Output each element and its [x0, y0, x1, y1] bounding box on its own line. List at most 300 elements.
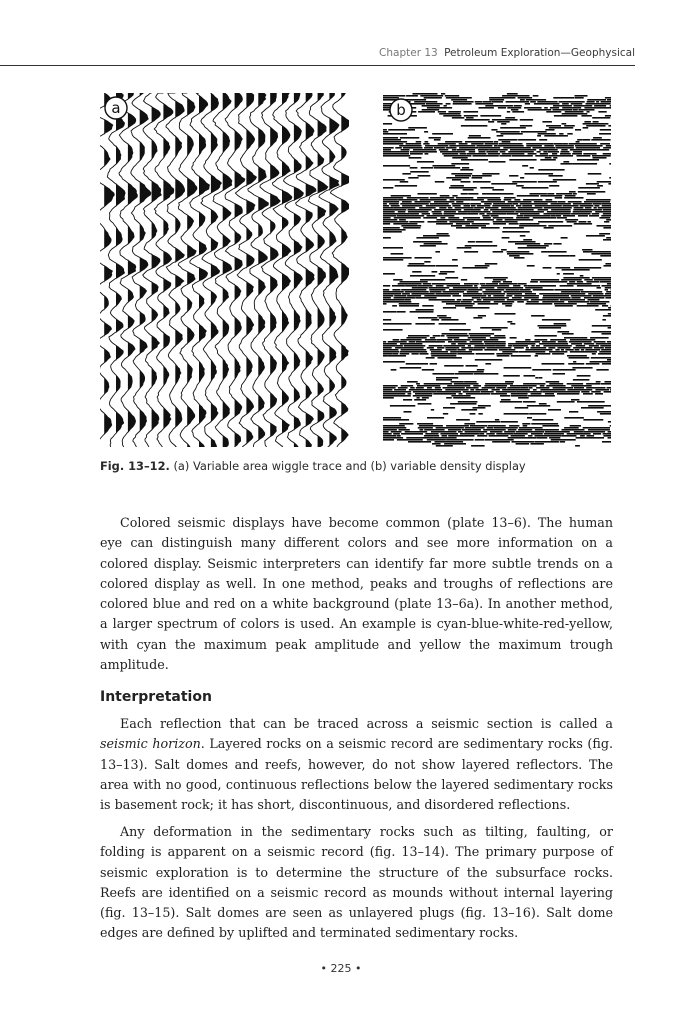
density-stroke	[427, 387, 432, 389]
density-stroke	[383, 425, 405, 427]
density-stroke	[495, 419, 499, 421]
density-stroke	[602, 205, 611, 207]
density-stroke	[525, 293, 536, 295]
density-stroke	[510, 337, 517, 339]
density-stroke	[468, 345, 471, 347]
density-stroke	[555, 305, 573, 307]
density-stroke	[435, 251, 440, 253]
density-stroke	[473, 385, 481, 387]
density-stroke	[494, 301, 515, 303]
density-stroke	[383, 187, 393, 189]
density-stroke	[514, 257, 525, 259]
density-stroke	[575, 445, 580, 447]
density-stroke	[443, 345, 465, 347]
density-stroke	[590, 361, 611, 363]
density-stroke	[542, 341, 556, 343]
density-stroke	[525, 349, 552, 351]
density-stroke	[425, 141, 429, 143]
density-stroke	[606, 291, 611, 293]
density-stroke	[560, 285, 574, 287]
density-stroke	[425, 145, 448, 147]
density-stroke	[433, 393, 456, 395]
density-stroke	[456, 227, 479, 229]
density-stroke	[401, 289, 426, 291]
density-stroke	[436, 379, 452, 381]
density-stroke	[505, 305, 512, 307]
density-stroke	[475, 103, 493, 105]
density-stroke	[482, 173, 499, 175]
density-stroke	[574, 387, 584, 389]
density-stroke	[443, 413, 448, 415]
density-stroke	[416, 297, 437, 299]
density-stroke	[496, 353, 512, 355]
density-stroke	[530, 193, 547, 195]
density-stroke	[413, 93, 438, 95]
density-stroke	[443, 407, 455, 409]
density-stroke	[403, 147, 423, 149]
chapter-title: Petroleum Exploration—Geophysical	[444, 47, 635, 59]
density-stroke	[505, 381, 514, 383]
density-stroke	[524, 297, 539, 299]
density-stroke	[591, 391, 600, 393]
density-stroke	[600, 129, 611, 131]
density-stroke	[391, 431, 402, 433]
density-stroke	[511, 355, 531, 357]
density-stroke	[383, 289, 389, 291]
density-stroke	[562, 113, 588, 115]
density-stroke	[485, 343, 506, 345]
density-stroke	[417, 161, 434, 163]
density-stroke	[539, 377, 543, 379]
density-stroke	[486, 433, 495, 435]
density-stroke	[463, 391, 481, 393]
density-stroke	[489, 99, 504, 101]
density-stroke	[526, 303, 553, 305]
density-stroke	[603, 227, 611, 229]
density-stroke	[467, 289, 482, 291]
density-stroke	[383, 351, 399, 353]
density-stroke	[408, 211, 429, 213]
density-stroke	[478, 149, 489, 151]
density-stroke	[569, 281, 575, 283]
density-stroke	[479, 151, 486, 153]
density-stroke	[517, 195, 539, 197]
density-stroke	[489, 161, 506, 163]
density-stroke	[535, 339, 548, 341]
density-stroke	[604, 265, 612, 267]
density-stroke	[424, 435, 439, 437]
density-stroke	[492, 211, 514, 213]
density-stroke	[383, 427, 406, 429]
density-stroke	[383, 139, 401, 141]
density-stroke	[580, 275, 584, 277]
density-stroke	[571, 297, 580, 299]
density-stroke	[438, 357, 462, 359]
density-stroke	[551, 209, 571, 211]
density-stroke	[555, 267, 570, 269]
density-stroke	[446, 97, 472, 99]
density-stroke	[505, 117, 515, 119]
density-stroke	[408, 393, 412, 395]
density-stroke	[504, 199, 512, 201]
density-stroke	[523, 239, 532, 241]
density-stroke	[527, 417, 532, 419]
density-stroke	[514, 105, 522, 107]
density-stroke	[581, 291, 603, 293]
density-stroke	[423, 143, 429, 145]
density-stroke	[538, 169, 564, 171]
density-stroke	[488, 425, 506, 427]
density-stroke	[510, 323, 515, 325]
density-stroke	[548, 225, 572, 227]
density-stroke	[400, 203, 429, 205]
density-stroke	[492, 101, 503, 103]
density-stroke	[404, 345, 426, 347]
density-stroke	[557, 347, 570, 349]
density-stroke	[401, 385, 414, 387]
density-stroke	[506, 213, 518, 215]
density-stroke	[423, 283, 432, 285]
density-stroke	[568, 201, 582, 203]
density-stroke	[455, 207, 474, 209]
density-stroke	[393, 339, 400, 341]
density-stroke	[405, 431, 428, 433]
figure-panel-a-wiggle-trace	[100, 93, 349, 447]
density-stroke	[383, 219, 397, 221]
density-stroke	[383, 389, 392, 391]
density-stroke	[498, 107, 506, 109]
density-stroke	[555, 349, 559, 351]
density-stroke	[461, 301, 472, 303]
density-stroke	[530, 281, 538, 283]
density-stroke	[584, 121, 591, 123]
density-stroke	[404, 299, 410, 301]
density-stroke	[444, 105, 447, 107]
density-stroke	[586, 125, 605, 127]
density-stroke	[584, 201, 610, 203]
density-stroke	[533, 289, 554, 291]
density-stroke	[401, 225, 421, 227]
density-stroke	[475, 389, 488, 391]
density-stroke	[576, 147, 600, 149]
density-stroke	[596, 343, 608, 345]
density-stroke	[452, 259, 458, 261]
density-stroke	[393, 353, 398, 355]
density-stroke	[383, 147, 394, 149]
density-stroke	[488, 295, 491, 297]
density-stroke	[383, 151, 409, 153]
density-stroke	[402, 293, 410, 295]
density-stroke	[483, 429, 506, 431]
density-stroke	[453, 397, 475, 399]
density-stroke	[467, 291, 479, 293]
density-stroke	[517, 209, 534, 211]
density-stroke	[452, 205, 460, 207]
wiggle-trace-fill	[341, 93, 349, 447]
density-stroke	[512, 297, 522, 299]
density-stroke	[602, 305, 608, 307]
density-stroke	[464, 209, 481, 211]
density-stroke	[561, 237, 568, 239]
density-stroke	[508, 345, 512, 347]
density-stroke	[474, 373, 499, 375]
density-stroke	[420, 199, 447, 201]
density-stroke	[383, 155, 410, 157]
density-stroke	[567, 283, 592, 285]
density-stroke	[561, 279, 582, 281]
density-stroke	[512, 155, 533, 157]
density-stroke	[442, 301, 460, 303]
density-stroke	[460, 153, 467, 155]
density-stroke	[383, 223, 390, 225]
density-stroke	[550, 339, 566, 341]
density-stroke	[480, 433, 484, 435]
density-stroke	[464, 381, 477, 383]
density-stroke	[538, 181, 557, 183]
panel-b-label: b	[396, 101, 406, 119]
density-stroke	[415, 257, 432, 259]
density-stroke	[419, 425, 443, 427]
density-stroke	[501, 207, 516, 209]
density-stroke	[571, 213, 591, 215]
density-stroke	[397, 311, 406, 313]
density-stroke	[416, 341, 445, 343]
density-stroke	[449, 187, 477, 189]
density-stroke	[539, 327, 561, 329]
density-stroke	[405, 291, 429, 293]
density-stroke	[518, 351, 545, 353]
density-stroke	[467, 153, 487, 155]
density-stroke	[425, 339, 437, 341]
density-stroke	[526, 347, 529, 349]
density-stroke	[432, 271, 438, 273]
density-stroke	[476, 353, 495, 355]
density-stroke	[383, 439, 394, 441]
density-stroke	[542, 301, 564, 303]
density-stroke	[523, 383, 545, 385]
density-stroke	[492, 389, 500, 391]
density-stroke	[423, 235, 450, 237]
density-stroke	[584, 107, 602, 109]
density-stroke	[588, 293, 603, 295]
density-stroke	[545, 431, 570, 433]
density-stroke	[573, 379, 590, 381]
density-stroke	[544, 227, 554, 229]
density-stroke	[412, 287, 428, 289]
density-stroke	[563, 215, 575, 217]
density-stroke	[383, 229, 406, 231]
density-stroke	[430, 349, 442, 351]
density-stroke	[393, 433, 400, 435]
density-stroke	[417, 385, 440, 387]
density-stroke	[383, 293, 401, 295]
density-stroke	[504, 413, 529, 415]
density-stroke	[436, 219, 464, 221]
paragraph-text-part: Each reflection that can be traced across a seismic section is called a	[120, 716, 613, 731]
density-stroke	[571, 399, 579, 401]
density-stroke	[521, 131, 547, 133]
density-stroke	[567, 133, 572, 135]
density-stroke	[492, 205, 510, 207]
density-stroke	[537, 101, 557, 103]
density-stroke	[481, 227, 500, 229]
density-stroke	[463, 295, 486, 297]
density-stroke	[439, 149, 449, 151]
density-stroke	[408, 335, 430, 337]
density-stroke	[437, 233, 449, 235]
density-stroke	[421, 167, 434, 169]
density-stroke	[509, 255, 519, 257]
density-stroke	[458, 371, 483, 373]
density-stroke	[550, 107, 559, 109]
density-stroke	[461, 159, 488, 161]
density-stroke	[490, 337, 506, 339]
density-stroke	[543, 391, 558, 393]
density-stroke	[493, 221, 518, 223]
density-stroke	[383, 397, 394, 399]
density-stroke	[491, 183, 517, 185]
density-stroke	[513, 285, 520, 287]
density-stroke	[426, 357, 435, 359]
density-stroke	[605, 297, 611, 299]
density-stroke	[412, 271, 421, 273]
density-stroke	[537, 135, 541, 137]
density-stroke	[540, 389, 565, 391]
paragraph-text-part: . Layered rocks on a seismic record are sedimentary rocks (fig. 13–13). Salt domes and reefs, however, do not show layered reflectors. The area with no good, continuous reflections below the layered sedimentary rocks is basement rock; it has short, discontinuous, and disordered reflections.	[100, 736, 613, 813]
density-stroke	[383, 395, 411, 397]
density-stroke	[431, 353, 457, 355]
density-stroke	[565, 349, 573, 351]
density-stroke	[588, 221, 591, 223]
density-stroke	[415, 393, 433, 395]
density-stroke	[413, 395, 432, 397]
density-stroke	[410, 171, 429, 173]
density-stroke	[539, 403, 547, 405]
density-stroke	[599, 217, 610, 219]
density-stroke	[476, 145, 492, 147]
density-stroke	[549, 175, 563, 177]
density-stroke	[507, 111, 510, 113]
density-stroke	[551, 203, 571, 205]
density-stroke	[484, 341, 506, 343]
density-stroke	[416, 141, 422, 143]
density-stroke	[445, 95, 459, 97]
density-stroke	[464, 283, 479, 285]
density-stroke	[431, 431, 457, 433]
density-stroke	[388, 341, 407, 343]
density-stroke	[602, 107, 611, 109]
density-stroke	[437, 315, 447, 317]
density-stroke	[588, 405, 611, 407]
density-stroke	[502, 303, 512, 305]
density-stroke	[383, 347, 392, 349]
density-stroke	[476, 421, 500, 423]
wiggle-trace-fill	[175, 93, 184, 447]
density-stroke	[383, 95, 405, 97]
density-stroke	[544, 243, 552, 245]
density-stroke	[448, 337, 460, 339]
density-stroke	[513, 433, 527, 435]
density-stroke	[455, 373, 473, 375]
density-stroke	[422, 369, 434, 371]
density-stroke	[429, 289, 445, 291]
density-stroke	[465, 245, 472, 247]
density-stroke	[452, 179, 461, 181]
density-stroke	[388, 355, 407, 357]
density-stroke	[446, 397, 452, 399]
density-stroke	[492, 281, 501, 283]
density-stroke	[408, 127, 427, 129]
density-stroke	[480, 297, 509, 299]
density-stroke	[487, 427, 494, 429]
density-stroke	[383, 387, 396, 389]
density-stroke	[485, 105, 513, 107]
density-stroke	[533, 389, 537, 391]
density-stroke	[444, 211, 456, 213]
density-stroke	[493, 279, 506, 281]
density-stroke	[383, 203, 387, 205]
density-stroke	[606, 219, 611, 221]
density-stroke	[576, 155, 590, 157]
density-stroke	[577, 305, 599, 307]
density-stroke	[557, 393, 579, 395]
density-stroke	[502, 231, 530, 233]
density-stroke	[401, 349, 427, 351]
density-stroke	[415, 323, 434, 325]
density-stroke	[562, 103, 569, 105]
density-stroke	[501, 123, 506, 125]
density-stroke	[511, 393, 528, 395]
density-stroke	[557, 331, 569, 333]
density-stroke	[413, 241, 442, 243]
density-stroke	[508, 241, 535, 243]
density-stroke	[561, 291, 580, 293]
density-stroke	[430, 363, 437, 365]
density-stroke	[442, 153, 458, 155]
density-stroke	[519, 223, 539, 225]
density-stroke	[601, 383, 611, 385]
density-stroke	[449, 329, 470, 331]
wiggle-trace-fill	[104, 93, 114, 447]
density-stroke	[531, 299, 546, 301]
density-stroke	[538, 133, 556, 135]
density-stroke	[598, 207, 609, 209]
density-stroke	[553, 179, 576, 181]
density-stroke	[477, 435, 487, 437]
density-stroke	[569, 341, 592, 343]
density-stroke	[435, 387, 441, 389]
density-stroke	[446, 177, 469, 179]
density-stroke	[424, 429, 444, 431]
density-stroke	[469, 333, 494, 335]
density-stroke	[535, 429, 559, 431]
density-stroke	[574, 207, 584, 209]
density-stroke	[606, 237, 611, 239]
density-stroke	[552, 153, 557, 155]
density-stroke	[576, 437, 605, 439]
density-stroke	[593, 137, 602, 139]
density-stroke	[533, 95, 539, 97]
density-stroke	[608, 327, 611, 329]
density-stroke	[600, 281, 611, 283]
density-stroke	[383, 323, 412, 325]
density-stroke	[578, 215, 588, 217]
density-stroke	[394, 207, 415, 209]
header-rule	[0, 65, 635, 66]
density-stroke	[430, 337, 435, 339]
density-stroke	[419, 353, 428, 355]
density-stroke	[508, 201, 532, 203]
